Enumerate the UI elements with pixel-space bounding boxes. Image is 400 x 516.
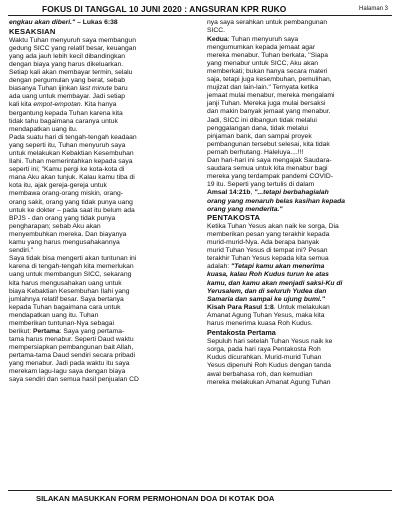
page-footer [8, 490, 392, 505]
section-title-kesaksian: KESAKSIAN [9, 26, 56, 36]
paragraph: Kisah Para Rasul 1:8. Untuk melakukan Amanat Agung Tuhan Yesus, maka kita harus menerima kuasa Roh Kudus. [207, 304, 330, 328]
page-header [8, 3, 392, 16]
paragraph: nya saya serahkan untuk pembangunan SICC. [207, 19, 328, 35]
lead-quote: engkau akan diberi." [9, 19, 76, 26]
paragraph: Dan hari-hari ini saya mengajak Saudara- saudara semua untuk kita menabur bagi mereka yang terdampak pandemi COVID- 19 itu. Seperti yang tertulis di dalam Amsal 14:21b, "...tetapi berbahagialah orang yang menaruh belas kasihan kepada orang yang menderita." [207, 157, 346, 213]
left-column [9, 19, 195, 385]
section-title-pentakosta: PENTAKOSTA [207, 213, 261, 223]
paragraph: Jadi, SICC ini dibangun tidak melalui penggalangan dana, tidak melalui pinjaman bank, dan sampai proyek pembangunan tersebut selesai, kita tidak pernah berhutang. Haleluya....!!! [207, 116, 330, 156]
paragraph: Setiap kali akan membayar termin, selalu dengan pergumulan yang berat, sebab biasanya Tuhan ijinkan last minute baru ada uang untuk membayar. Jadi setiap kali kita empot-empotan. Kita hanya bergantung kepada Tuhan karena kita tidak tahu bagaimana caranya untuk mendapatkan uang itu. [9, 69, 133, 133]
header-title: FOKUS DI TANGGAL 10 JUNI 2020 : ANGSURAN KPR RUKO [42, 4, 287, 14]
lead-reference: – Lukas 6:38 [75, 19, 118, 26]
paragraph: Sepuluh hari setelah Tuhan Yesus naik ke sorga, pada hari raya Pentakosta Roh Kudus dicurahkan. Murid-murid Tuhan Yesus dipenuhi Roh Kudus dengan tanda awal berbahasa roh, dan kemudian mereka melakukan Amanat Agung Tuhan [207, 338, 333, 386]
paragraph: Saya tidak bisa mengerti akan tuntunan ini karena di tengah-tengah kita memerlukan uang untuk membangun SICC, sekarang kita harus mengusahakan uang untuk biaya Kebaktian Kesembuhan Ilahi yang jumlahnya relatif besar. Saya bertanya kepada Tuhan bagaimana cara untuk mendapatkan uang itu. Tuhan memberikan tuntunan-Nya sebagai berikut: Pertama: Saya yang pertama- tama harus menabur. Seperti Daud waktu mempersiapkan pembangunan bait Allah, pertama-tama Daud sendiri secara pribadi yang menabur. Jadi pada waktu itu saya merekam lagu-lagu saya dengan biaya saya sendiri dan semua hasil penjualan CD [9, 255, 139, 384]
footer-text: SILAKAN MASUKKAN FORM PERMOHONAN DOA DI KOTAK DOA [36, 493, 275, 503]
paragraph: Ketika Tuhan Yesus akan naik ke sorga, Dia memberikan pesan yang terakhir kepada murid-murid-Nya. Ada berapa banyak murid Tuhan Yesus di tempat ini? Pesan terakhir Tuhan Yesus kepada kita semua adalah: "Tetapi kamu akan menerima kuasa, kalau Roh Kudus turun ke atas kamu, dan kamu akan menjadi saksi-Ku di Yerusalem, dan di seluruh Yudea dan Samaria dan sampai ke ujung bumi." [207, 223, 343, 303]
page-number: Halaman 3 [358, 6, 388, 12]
paragraph: Pada suatu hari di tengah-tengah keadaan yang seperti itu, Tuhan menyuruh saya untuk melakukan Kebaktian Kesembuhan Ilahi. Tuhan memerintahkan kepada saya seperti ini; "Kamu pergi ke kota-kota di mana Aku akan tunjuk. Kalau kamu tiba di kota itu, ajak gereja-gereja untuk membawa orang-orang miskin, orang- orang sakit, orang yang tidak punya uang untuk ke dokter – pada saat itu belum ada BPJS - dan orang yang tidak punya pengharapan; sebab Aku akan menyembuhkan mereka. Dan biayanya kamu yang harus mengusahakannya sendiri." [9, 134, 137, 254]
paragraph: Waktu Tuhan menyuruh saya membangun gedung SICC yang relatif besar, keuangan yang ada jauh lebih kecil dibandingkan dengan biaya yang harus dikeluarkan. [9, 36, 137, 68]
right-column [207, 19, 393, 387]
lead-paragraph [9, 19, 195, 27]
subsection-title: Pentakosta Pertama [207, 328, 276, 338]
paragraph: Kedua: Tuhan menyuruh saya mengumumkan kepada jemaat agar mereka menabur. Tuhan berkata, "Siapa yang menabur untuk SICC, Aku akan memberkati; bukan hanya secara materi saja, tetapi juga kesembuhan, pemulihan, mujizat dan lain-lain." Ternyata ketika jemaat mulai menabur, mereka mengalami janji Tuhan. Mereka juga mulai bersaksi dan makin banyak jemaat yang menabur. [207, 35, 335, 116]
